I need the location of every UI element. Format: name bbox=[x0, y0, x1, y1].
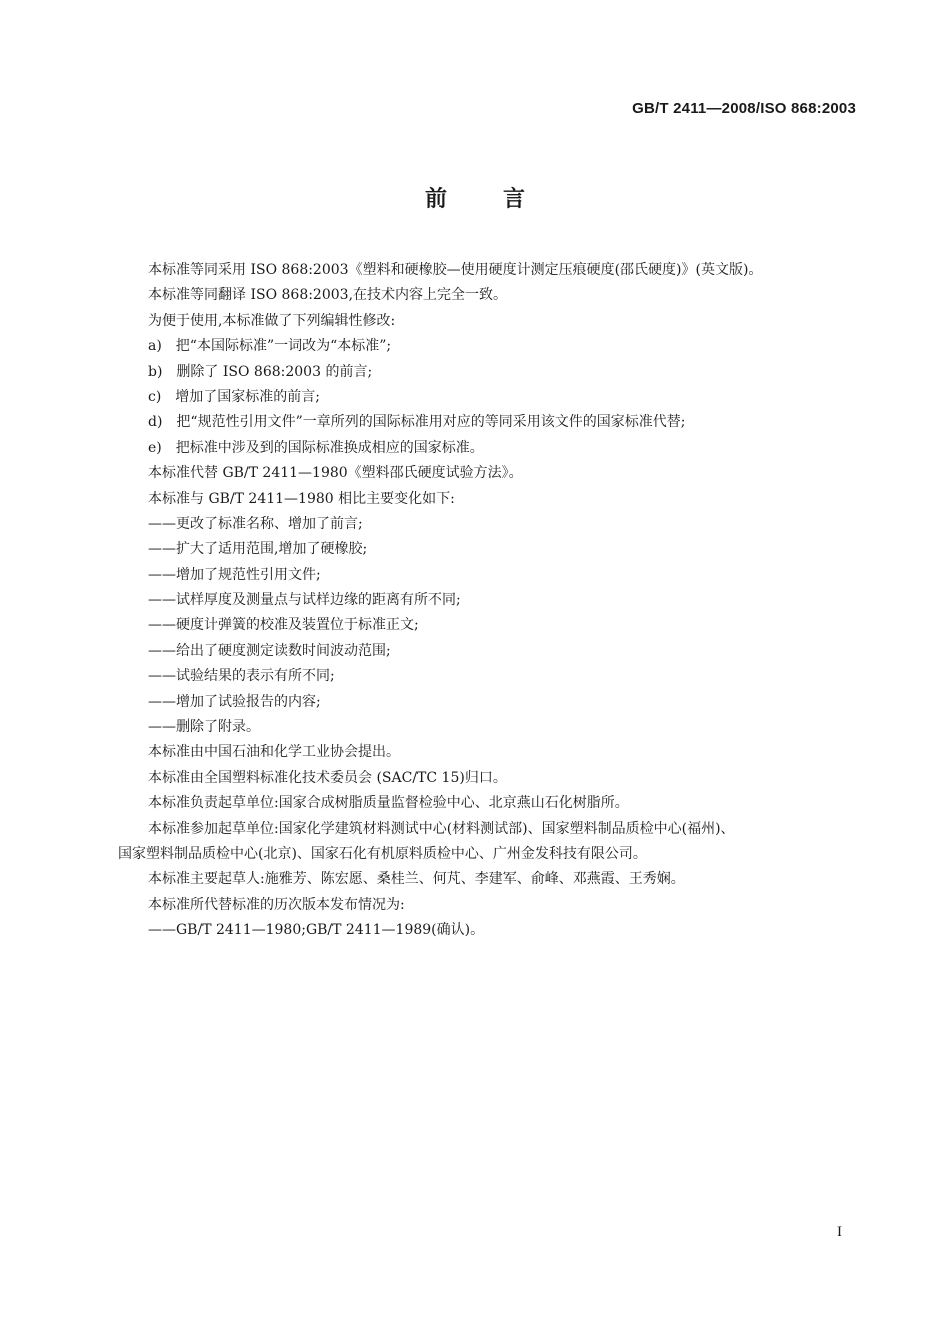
list-item: c) 增加了国家标准的前言; bbox=[148, 388, 321, 405]
paragraph: 本标准主要起草人:施雅芳、陈宏愿、桑桂兰、何芃、李建军、俞峰、邓燕霞、王秀娴。 bbox=[148, 871, 685, 888]
paragraph: 为便于使用,本标准做了下列编辑性修改: bbox=[148, 312, 396, 329]
paragraph: 本标准等同翻译 ISO 868:2003,在技术内容上完全一致。 bbox=[148, 287, 508, 304]
dash-item: ——试样厚度及测量点与试样边缘的距离有所不同; bbox=[148, 592, 461, 609]
dash-item: ——GB/T 2411—1980;GB/T 2411—1989(确认)。 bbox=[148, 922, 485, 939]
dash-item: ——试验结果的表示有所不同; bbox=[148, 668, 335, 685]
paragraph: 本标准由全国塑料标准化技术委员会 (SAC/TC 15)归口。 bbox=[148, 769, 507, 786]
dash-item: ——扩大了适用范围,增加了硬橡胶; bbox=[148, 541, 368, 558]
list-item: b) 删除了 ISO 868:2003 的前言; bbox=[148, 363, 373, 380]
dash-item: ——删除了附录。 bbox=[148, 719, 260, 736]
dash-item: ——给出了硬度测定读数时间波动范围; bbox=[148, 642, 391, 659]
list-item: e) 把标准中涉及到的国际标准换成相应的国家标准。 bbox=[148, 439, 484, 456]
list-item: a) 把“本国际标准”一词改为“本标准”; bbox=[148, 338, 392, 355]
preface-body bbox=[118, 258, 878, 944]
paragraph-continuation: 国家塑料制品质检中心(北京)、国家石化有机原料质检中心、广州金发科技有限公司。 bbox=[118, 845, 647, 862]
paragraph: 本标准与 GB/T 2411—1980 相比主要变化如下: bbox=[148, 490, 455, 507]
paragraph: 本标准所代替标准的历次版本发布情况为: bbox=[148, 896, 405, 913]
standard-code: GB/T 2411—2008/ISO 868:2003 bbox=[632, 100, 856, 117]
dash-item: ——增加了规范性引用文件; bbox=[148, 566, 321, 583]
page-number: I bbox=[837, 1224, 842, 1240]
paragraph: 本标准参加起草单位:国家化学建筑材料测试中心(材料测试部)、国家塑料制品质检中心(福州)、 bbox=[148, 820, 735, 837]
paragraph: 本标准负责起草单位:国家合成树脂质量监督检验中心、北京燕山石化树脂所。 bbox=[148, 795, 629, 812]
dash-item: ——更改了标准名称、增加了前言; bbox=[148, 515, 363, 532]
dash-item: ——增加了试验报告的内容; bbox=[148, 693, 321, 710]
paragraph: 本标准等同采用 ISO 868:2003《塑料和硬橡胶—使用硬度计测定压痕硬度(邵氏硬度)》(英文版)。 bbox=[148, 262, 763, 278]
dash-item: ——硬度计弹簧的校准及装置位于标准正文; bbox=[148, 617, 419, 634]
paragraph: 本标准代替 GB/T 2411—1980《塑料邵氏硬度试验方法》。 bbox=[148, 465, 523, 482]
paragraph: 本标准由中国石油和化学工业协会提出。 bbox=[148, 744, 400, 761]
page-title: 前言 bbox=[424, 187, 581, 212]
list-item: d) 把“规范性引用文件”一章所列的国际标准用对应的等同采用该文件的国家标准代替; bbox=[148, 414, 686, 431]
